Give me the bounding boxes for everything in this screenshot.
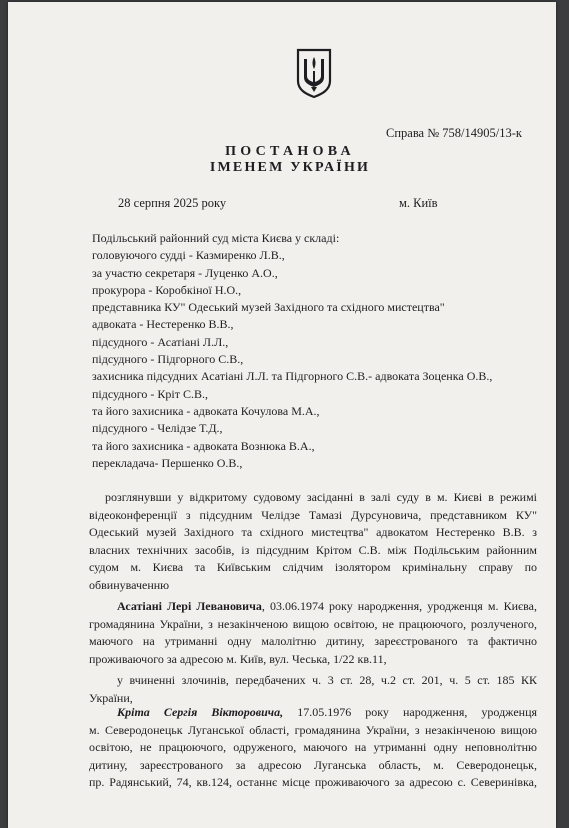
decision-city: м. Київ [399,196,438,210]
document-title: ПОСТАНОВА [225,144,355,159]
composition-line: Подільський районний суд міста Києва у складі: [92,231,340,245]
paragraph-line: м. Северодонецьк Луганської області, громадянина України, з незакінченою вищою [89,722,537,737]
charge-paragraph [89,672,537,707]
composition-line: підсудного - Асатіані Л.Л., [92,334,229,349]
composition-line: за участю секретаря - Луценко А.О., [92,265,278,280]
accused-name: Асатіані Лері Левановича [117,599,262,613]
paragraph-line: обвинуваченню [89,577,170,592]
composition-line: адвоката - Нестеренко В.В., [92,317,234,332]
composition-line: перекладача- Першенко О.В., [92,455,243,470]
paragraph-line: дитину, зареєстрованого за адресою Луганська область, м. Северодонецьк, [89,757,537,772]
composition-line: представника КУ" Одеський музей Західного та східного мистецтва" [92,300,445,315]
paragraph-line: пр. Радянський, 74, кв.124, останнє місце проживаючого за адресою с. Северинівка, [89,775,537,789]
document-page [8,2,556,828]
composition-line: та його захисника - адвоката Кочулова М.А., [92,403,320,418]
ukraine-trident-emblem-icon [295,47,333,99]
composition-line: підсудного - Підгорного С.В., [92,352,244,367]
accused-asatiani-paragraph [89,598,537,668]
court-composition [92,230,492,472]
composition-line: та його захисника - адвоката Вознюка В.А., [92,438,315,453]
composition-line: головуючого судді - Казмиренко Л.В., [92,248,285,263]
paragraph-line: України, [89,690,133,705]
composition-line: захисника підсудних Асатіані Л.Л. та Підгорного С.В.- адвоката Зоценка О.В., [92,369,493,384]
paragraph-line: відеоконференції з підсудним Челідзе Тамазі Дурсуновича, представником КУ" [89,507,537,522]
paragraph-line: Одеський музей Західного та східного мистецтва" адвокатом Нестеренко В.В. з [89,525,537,539]
paragraph-text: , 03.06.1974 року народження, уродженця м. Києва, [261,599,537,613]
paragraph-text: 17.05.1976 року народження, уродженця [283,705,538,719]
paragraph-line: проживаючого за адресою м. Київ, вул. Чеська, 1/22 кв.11, [89,651,387,666]
case-number: Справа № 758/14905/13-к [386,126,522,140]
paragraph-line: розглянувши у відкритому судовому засіданні в залі суду в м. Києві в режимі [105,490,537,504]
accused-name: Кріта Сергія Вікторовича, [117,705,284,719]
paragraph-line: у вчиненні злочинів, передбачених ч. 3 ст. 28, ч.2 ст. 201, ч. 5 ст. 185 КК [117,673,537,687]
consideration-paragraph [89,489,537,594]
composition-line: підсудного - Кріт С.В., [92,386,209,401]
composition-line: підсудного - Челідзе Т.Д., [92,421,223,436]
document-subtitle: ІМЕНЕМ УКРАЇНИ [209,160,371,175]
paragraph-line: громадянина України, з незакінченою вищою освітою, не працюючого, розлученого, [89,616,537,631]
paragraph-line: освітою, не працюючого, одруженого, маючого на утриманні одну неповнолітню [89,740,537,754]
accused-krit-paragraph [89,704,537,792]
paragraph-line: власних технічних засобів, із підсудним Крітом С.В. між Подільським районним [89,542,537,557]
paragraph-line: судом м. Києва та Київським слідчим ізолятором кримінальну справу по [89,560,537,574]
composition-line: прокурора - Коробкіної Н.О., [92,282,242,297]
decision-date: 28 серпня 2025 року [118,196,227,210]
paragraph-line: маючого на утриманні одну малолітню дитину, зареєстрованого та фактично [89,634,537,648]
